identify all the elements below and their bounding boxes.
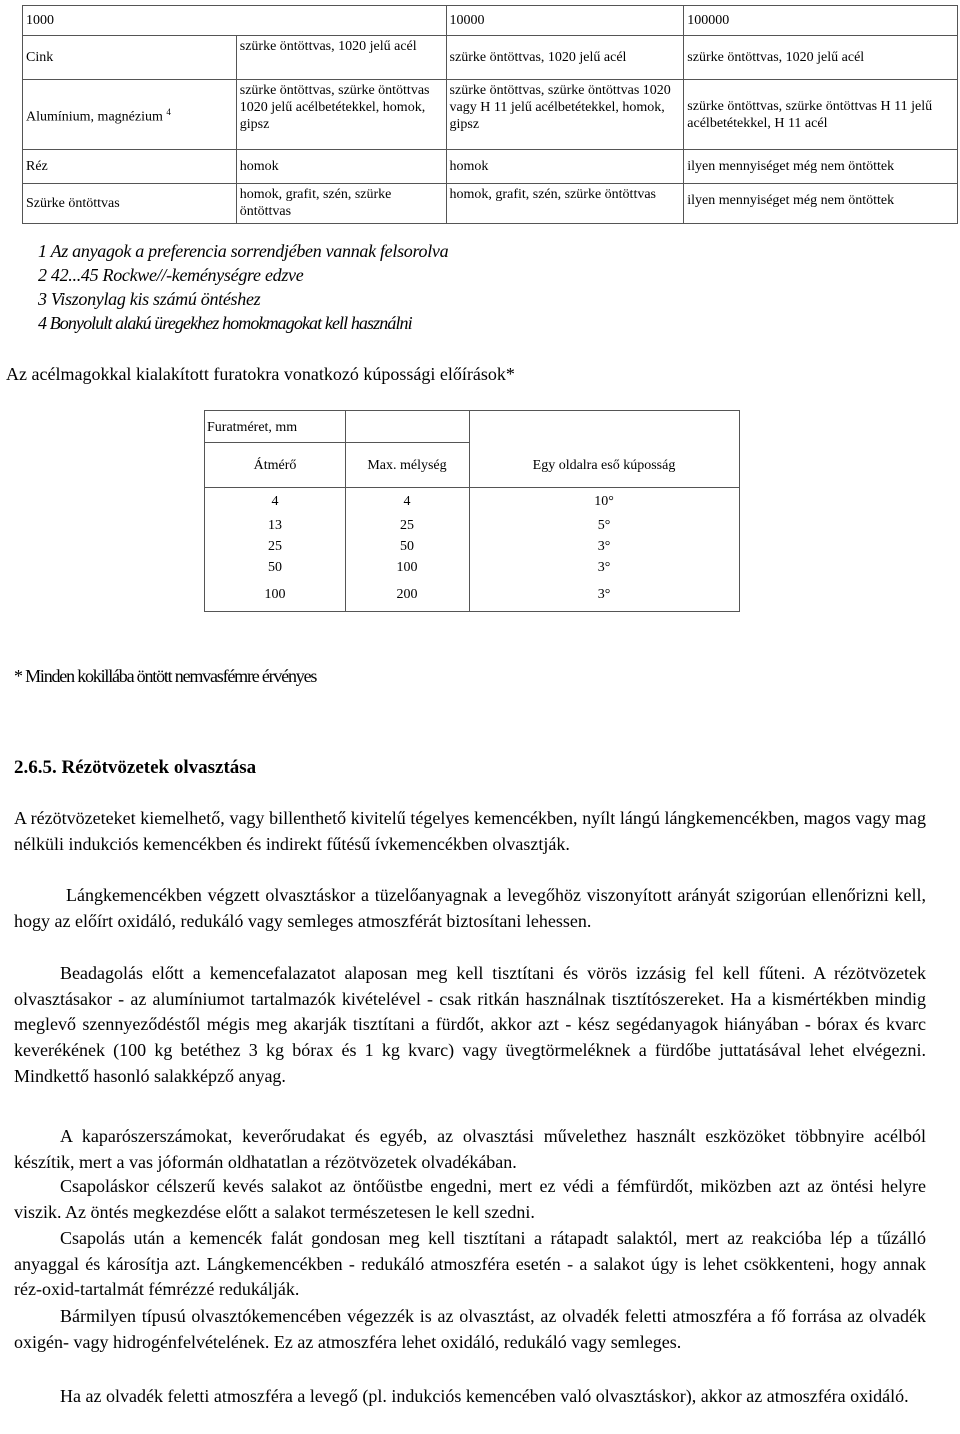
table-header-row — [23, 6, 958, 36]
header-empty: 1000 — [23, 6, 237, 36]
note-4: 4 Bonyolult alakú üregekhez homokmagokat kell használni — [38, 313, 412, 333]
col-header-depth: Max. mélység — [367, 458, 447, 473]
paragraph: Ha az olvadék feletti atmoszféra a levegő (pl. indukciós kemencében való olvasztáskor), akkor az atmoszféra oxidáló. — [60, 1386, 909, 1406]
header-100000: 100000 — [684, 6, 958, 36]
cell: 13 — [268, 518, 282, 533]
note-1: 1 Az anyagok a preferencia sorrendjében vannak felsorolva — [38, 241, 449, 261]
note-2: 2 42...45 Rockwe//-keménységre edzve — [38, 265, 304, 285]
cell: ilyen mennyiséget még nem öntöttek — [684, 150, 958, 184]
cell: szürke öntöttvas, szürke öntöttvas H 11 jelű acélbetétekkel, H 11 acél — [684, 80, 958, 150]
cell: 200 — [396, 587, 418, 602]
divider — [205, 442, 469, 443]
footnote-ref: 4 — [166, 106, 171, 117]
col-header-taper: Egy oldalra eső kúposság — [532, 458, 676, 473]
header-spacer — [236, 6, 446, 36]
header-10000: 10000 — [446, 6, 684, 36]
cell: 50 — [268, 560, 282, 575]
cell: 100 — [264, 587, 286, 602]
note-3: 3 Viszonylag kis számú öntéshez — [38, 289, 261, 309]
cell: szürke öntöttvas, szürke öntöttvas 1020 jelű acélbetétekkel, homok, gipsz — [236, 80, 446, 150]
footnote: * Minden kokillába öntött nemvasfémre érvényes — [14, 666, 317, 686]
section-title: 2.6.5. Rézötvözetek olvasztása — [14, 757, 257, 778]
cell: szürke öntöttvas, 1020 jelű acél — [446, 36, 684, 80]
paragraph: Beadagolás előtt a kemencefalazatot alaposan meg kell tisztítani és vörös izzásig fel kell fűteni. A rézötvözetek olvasztásakor - az alumíniumot tartalmazók kivételével - csak ritkán használnak tisztítószereket. Ha a kismértékben mindig meglevő szennyeződéstől mégis meg akarják tisztítani a fürdőt, akkor azt - kész segédanyagok hiányában - bórax és kvarc keverékének (100 kg betéthez 3 kg bórax és 1 kg kvarc) vagy üvegtörmeléknek a fürdőbe juttatásával lehet elvégezni. Mindkettő hasonló salakképző anyag. — [14, 963, 926, 1086]
cell: 4 — [271, 494, 279, 509]
table-row — [23, 184, 958, 224]
row-label: Réz — [23, 150, 237, 184]
paragraph: A kaparószerszámokat, keverőrudakat és egyéb, az olvasztási művelethez használt eszközöket többnyire acélból készítik, mert a vas jóformán oldhatatlan a rézötvözetek olvadékában. — [14, 1126, 926, 1172]
table-row — [23, 80, 958, 150]
divider — [205, 487, 739, 488]
cell: szürke öntöttvas, 1020 jelű acél — [236, 36, 446, 80]
table-row — [23, 36, 958, 80]
cell: 3° — [597, 539, 611, 554]
row-label: Szürke öntöttvas — [23, 184, 237, 224]
taper-title: Az acélmagokkal kialakított furatokra vonatkozó kúpossági előírások* — [6, 364, 515, 384]
cell: homok, grafit, szén, szürke öntöttvas — [446, 184, 684, 224]
cell: 3° — [597, 587, 611, 602]
paragraph: A rézötvözeteket kiemelhető, vagy billenthető kivitelű tégelyes kemencékben, nyílt lángú lángkemencékben, magos vagy mag nélküli indukciós kemencékben és indirekt fűtésű ívkemencékben olvasztják. — [14, 808, 926, 854]
cell: homok — [446, 150, 684, 184]
paragraph: Bármilyen típusú olvasztókemencében végezzék is az olvasztást, az olvadék feletti atmoszféra a fő forrása az olvadék oxigén- vagy hidrogénfelvételének. Ez az atmoszféra lehet oxidáló, redukáló vagy semleges. — [14, 1306, 926, 1352]
cell: 10° — [594, 494, 614, 509]
cell: 4 — [403, 494, 411, 509]
divider — [345, 411, 346, 611]
materials-table — [22, 5, 958, 224]
cell: 100 — [396, 560, 418, 575]
cell: 25 — [268, 539, 282, 554]
cell: szürke öntöttvas, 1020 jelű acél — [684, 36, 958, 80]
table-row — [23, 150, 958, 184]
taper-table — [204, 410, 740, 612]
divider — [469, 411, 470, 611]
row-label: Alumínium, magnézium $^4$ — [23, 80, 237, 150]
paragraph: Lángkemencékben végzett olvasztáskor a tüzelőanyagnak a levegőhöz viszonyított arányát szigorúan ellenőrizni kell, hogy az előírt oxidáló, redukáló vagy semleges atmoszférát biztosítani lehessen. — [14, 885, 926, 931]
cell: 5° — [597, 518, 611, 533]
cell: ilyen mennyiséget még nem öntöttek — [684, 184, 958, 224]
col-header-diameter: Átmérő — [253, 458, 297, 473]
group-header: Furatméret, mm — [207, 420, 298, 435]
paragraph: Csapolás után a kemencék falát gondosan meg kell tisztítani a rátapadt salaktól, mert az reakcióba lép a tűzálló anyaggal és károsítja azt. Lángkemencékben - redukáló atmoszféra esetén - a salakot úgy is lehet csökkenteni, hogy annak réz-oxid-tartalmát fémrézzé redukálják. — [14, 1228, 926, 1300]
row-label: Cink — [23, 36, 237, 80]
cell: 3° — [597, 560, 611, 575]
paragraph: Csapoláskor célszerű kevés salakot az öntőüstbe engedni, mert ez védi a fémfürdőt, miközben azt az öntési helyre viszik. Az öntés megkezdése előtt a salakot természetesen le kell szedni. — [14, 1176, 926, 1222]
cell: homok, grafit, szén, szürke öntöttvas — [236, 184, 446, 224]
cell: 25 — [400, 518, 414, 533]
cell: homok — [236, 150, 446, 184]
cell: szürke öntöttvas, szürke öntöttvas 1020 vagy H 11 jelű acélbetétekkel, homok, gipsz — [446, 80, 684, 150]
cell: 50 — [400, 539, 414, 554]
